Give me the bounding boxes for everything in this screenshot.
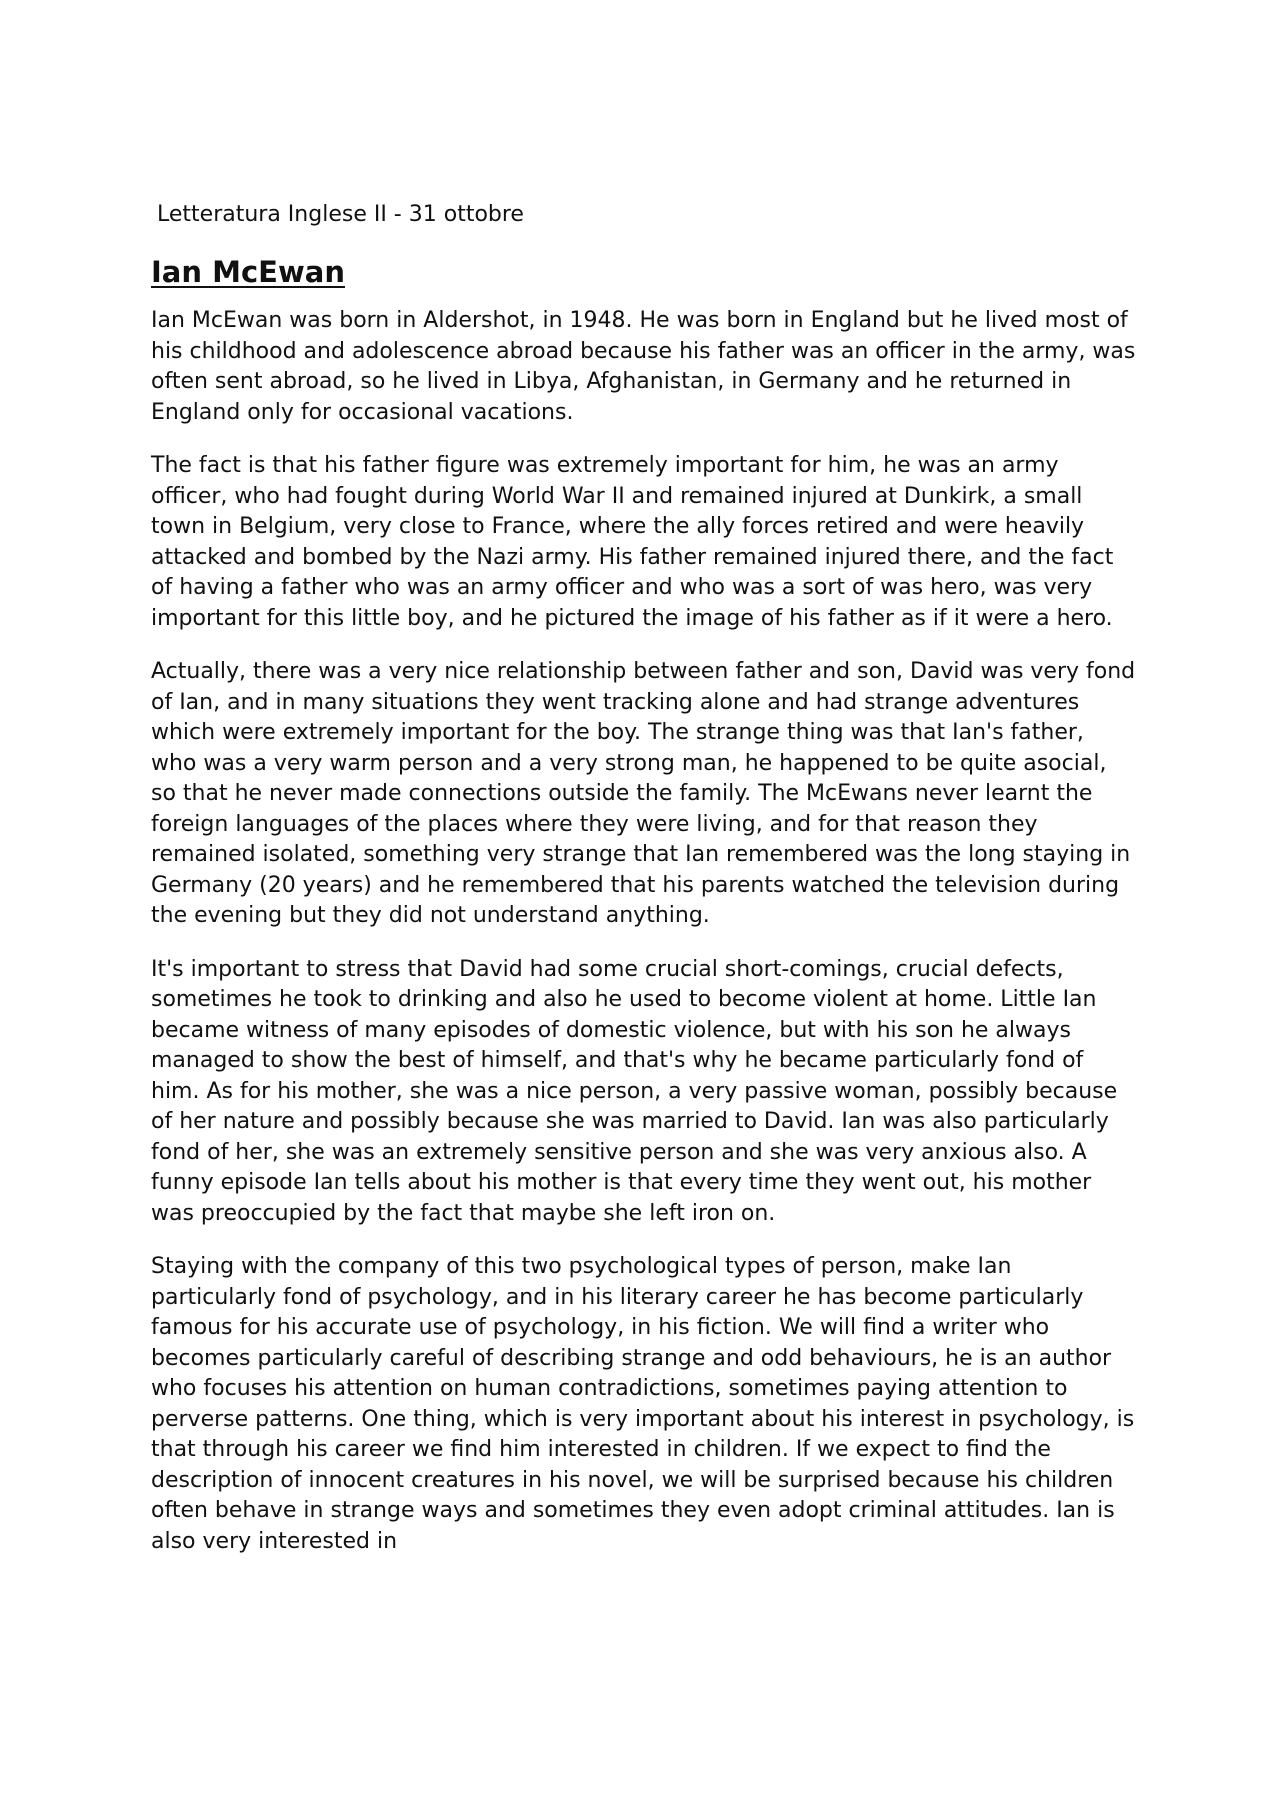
- course-subtitle: Letteratura Inglese II - 31 ottobre: [157, 202, 524, 227]
- page-title: Ian McEwan: [151, 255, 345, 289]
- paragraph-5: Staying with the company of this two psychological types of person, make Ian particularly fond of psychology, and in his literary career he has become particularly famous for his accurate use of psychology, in his fiction. We will find a writer who becomes particularly careful of describing strange and odd behaviours, he is an author who focuses his attention on human contradictions, sometimes paying attention to perverse patterns. One thing, which is very important about his interest in psychology, is that through his career we find him interested in children. If we expect to find the description of innocent creatures in his novel, we will be surprised because his children often behave in strange ways and sometimes they even adopt criminal attitudes. Ian is also very interested in: [151, 1254, 1135, 1554]
- document-body: [151, 200, 1136, 1580]
- paragraph-3: Actually, there was a very nice relationship between father and son, David was very fond of Ian, and in many situations they went tracking alone and had strange adventures which were extremely important for the boy. The strange thing was that Ian's father, who was a very warm person and a very strong man, he happened to be quite asocial, so that he never made connections outside the family. The McEwans never learnt the foreign languages of the places where they were living, and for that reason they remained isolated, something very strange that Ian remembered was the long staying in Germany (20 years) and he remembered that his parents watched the television during the evening but they did not understand anything.: [151, 659, 1136, 928]
- paragraph-2: The fact is that his father figure was extremely important for him, he was an army officer, who had fought during World War II and remained injured at Dunkirk, a small town in Belgium, very close to France, where the ally forces retired and were heavily attacked and bombed by the Nazi army. His father remained injured there, and the fact of having a father who was an army officer and who was a sort of was hero, was very important for this little boy, and he pictured the image of his father as if it were a hero.: [151, 453, 1114, 631]
- paragraph-4: It's important to stress that David had some crucial short-comings, crucial defects, sometimes he took to drinking and also he used to become violent at home. Little Ian became witness of many episodes of domestic violence, but with his son he always managed to show the best of himself, and that's why he became particularly fond of him. As for his mother, she was a nice person, a very passive woman, possibly because of her nature and possibly because she was married to David. Ian was also particularly fond of her, she was an extremely sensitive person and she was very anxious also. A funny episode Ian tells about his mother is that every time they went out, his mother was preoccupied by the fact that maybe she left iron on.: [151, 956, 1118, 1226]
- paragraph-1: Ian McEwan was born in Aldershot, in 1948. He was born in England but he lived most of his childhood and adolescence abroad because his father was an officer in the army, was often sent abroad, so he lived in Libya, Afghanistan, in Germany and he returned in England only for occasional vacations.: [151, 308, 1136, 425]
